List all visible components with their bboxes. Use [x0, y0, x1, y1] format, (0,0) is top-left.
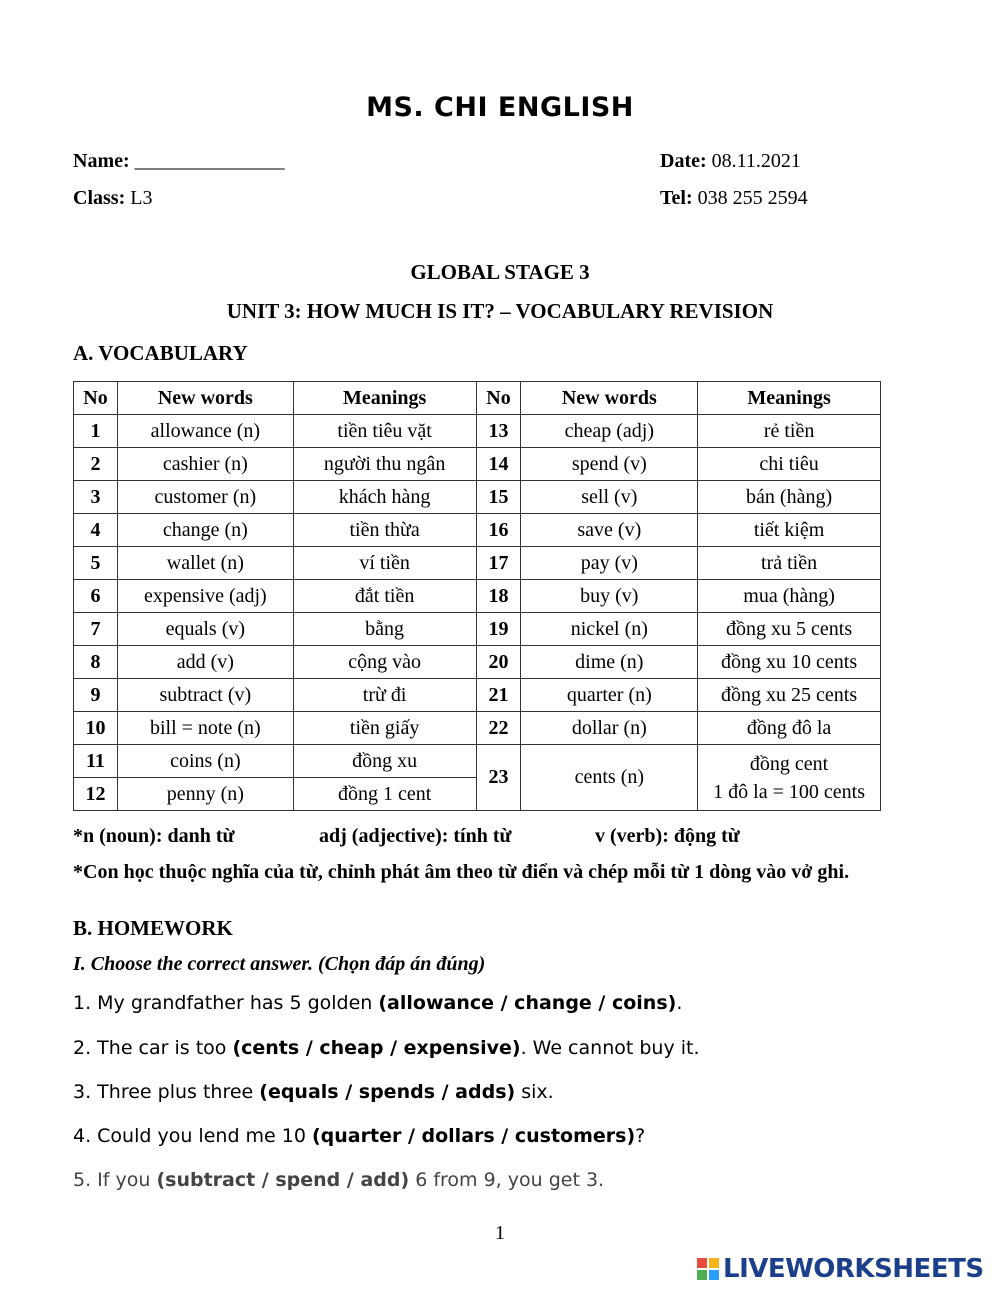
tel-value: 038 255 2594 [697, 187, 808, 209]
question-text: 1. My grandfather has 5 golden [73, 992, 379, 1014]
date-value: 08.11.2021 [711, 150, 801, 172]
question-text-end: . We cannot buy it. [520, 1037, 700, 1059]
header-new-words-2: New words [521, 382, 698, 415]
homework-instruction: I. Choose the correct answer. (Chọn đáp án đúng) [73, 953, 486, 975]
table-row [74, 745, 881, 778]
new-word: dollar (n) [521, 712, 698, 745]
unit-title: UNIT 3: HOW MUCH IS IT? – VOCABULARY REVISION [226, 299, 774, 323]
name-blank: _______________ [134, 150, 285, 172]
row-number: 6 [74, 580, 118, 613]
row-number: 2 [74, 448, 118, 481]
new-word: pay (v) [521, 547, 698, 580]
header-no-2: No [476, 382, 521, 415]
meaning [698, 745, 881, 811]
meaning: đồng 1 cent [293, 778, 476, 811]
new-word: cents (n) [521, 745, 698, 811]
new-word: coins (n) [117, 745, 293, 778]
new-word: spend (v) [521, 448, 698, 481]
new-word: cheap (adj) [521, 415, 698, 448]
question-text-end: six. [515, 1081, 554, 1103]
meaning: tiền thừa [293, 514, 476, 547]
new-word: expensive (adj) [117, 580, 293, 613]
question-text-end: 6 from 9, you get 3. [409, 1169, 605, 1191]
answer-options[interactable]: (equals / spends / adds) [259, 1081, 516, 1103]
header-meanings: Meanings [293, 382, 476, 415]
logo-square-icon [697, 1258, 707, 1268]
logo-square-icon [709, 1258, 719, 1268]
row-number: 9 [74, 679, 118, 712]
new-word: subtract (v) [117, 679, 293, 712]
meaning: đồng xu 25 cents [698, 679, 881, 712]
row-number: 15 [476, 481, 521, 514]
new-word: quarter (n) [521, 679, 698, 712]
new-word: wallet (n) [117, 547, 293, 580]
table-row [74, 415, 881, 448]
question-text-end: . [676, 992, 683, 1014]
table-row [74, 646, 881, 679]
liveworksheets-logo [697, 1254, 984, 1284]
meaning: tiết kiệm [698, 514, 881, 547]
section-b-heading: B. HOMEWORK [73, 916, 233, 940]
date-label: Date: [660, 150, 707, 172]
liveworksheets-wordmark: LIVEWORKSHEETS [723, 1254, 984, 1284]
class-value: L3 [130, 187, 153, 209]
vocabulary-table [73, 381, 881, 811]
name-label: Name: [73, 150, 130, 172]
meaning: tiền tiêu vặt [293, 415, 476, 448]
table-header-row [74, 382, 881, 415]
table-row [74, 613, 881, 646]
meaning: trả tiền [698, 547, 881, 580]
legend-verb: v (verb): động từ [595, 825, 740, 847]
section-a-heading: A. VOCABULARY [73, 341, 248, 365]
part-of-speech-legend [73, 825, 933, 849]
school-title: MS. CHI ENGLISH [366, 92, 634, 123]
row-number: 8 [74, 646, 118, 679]
meaning: chi tiêu [698, 448, 881, 481]
question-text: 2. The car is too [73, 1037, 233, 1059]
answer-options[interactable]: (cents / cheap / expensive) [232, 1037, 521, 1059]
question-text: 5. If you [73, 1169, 157, 1191]
row-number: 20 [476, 646, 521, 679]
meaning: rẻ tiền [698, 415, 881, 448]
meaning: ví tiền [293, 547, 476, 580]
meaning: trừ đi [293, 679, 476, 712]
row-number: 3 [74, 481, 118, 514]
new-word: customer (n) [117, 481, 293, 514]
row-number: 22 [476, 712, 521, 745]
answer-options[interactable]: (quarter / dollars / customers) [312, 1125, 636, 1147]
table-row [74, 547, 881, 580]
row-number: 7 [74, 613, 118, 646]
question-text: 4. Could you lend me 10 [73, 1125, 312, 1147]
question-1 [73, 992, 682, 1014]
row-number: 4 [74, 514, 118, 547]
meaning: đắt tiền [293, 580, 476, 613]
meaning: cộng vào [293, 646, 476, 679]
legend-noun: *n (noun): danh từ [73, 825, 235, 847]
question-3 [73, 1081, 554, 1103]
answer-options[interactable]: (allowance / change / coins) [378, 992, 677, 1014]
row-number: 23 [476, 745, 521, 811]
answer-options[interactable]: (subtract / spend / add) [156, 1169, 410, 1191]
row-number: 10 [74, 712, 118, 745]
row-number: 21 [476, 679, 521, 712]
new-word: equals (v) [117, 613, 293, 646]
new-word: add (v) [117, 646, 293, 679]
meaning: bằng [293, 613, 476, 646]
new-word: save (v) [521, 514, 698, 547]
table-row [74, 580, 881, 613]
header-new-words: New words [117, 382, 293, 415]
legend-adjective: adj (adjective): tính từ [319, 825, 512, 847]
new-word: sell (v) [521, 481, 698, 514]
class-line [73, 187, 152, 210]
meaning: người thu ngân [293, 448, 476, 481]
question-5 [73, 1169, 604, 1191]
new-word: buy (v) [521, 580, 698, 613]
date-line [660, 150, 801, 173]
table-row [74, 712, 881, 745]
meaning: khách hàng [293, 481, 476, 514]
page-number: 1 [495, 1222, 505, 1244]
row-number: 1 [74, 415, 118, 448]
row-number: 17 [476, 547, 521, 580]
table-row [74, 481, 881, 514]
new-word: cashier (n) [117, 448, 293, 481]
new-word: dime (n) [521, 646, 698, 679]
row-number: 16 [476, 514, 521, 547]
meaning: tiền giấy [293, 712, 476, 745]
row-number: 13 [476, 415, 521, 448]
logo-square-icon [697, 1270, 707, 1280]
question-2 [73, 1037, 700, 1059]
meaning-line: đồng cent [749, 752, 829, 775]
row-number: 5 [74, 547, 118, 580]
study-instruction: *Con học thuộc nghĩa của từ, chỉnh phát âm theo từ điển và chép mỗi từ 1 dòng vào vở ghi. [73, 861, 850, 883]
new-word: penny (n) [117, 778, 293, 811]
header-meanings-2: Meanings [698, 382, 881, 415]
row-number: 18 [476, 580, 521, 613]
question-text-end: ? [635, 1125, 646, 1147]
new-word: allowance (n) [117, 415, 293, 448]
class-label: Class: [73, 187, 126, 209]
row-number: 19 [476, 613, 521, 646]
new-word: bill = note (n) [117, 712, 293, 745]
meaning: đồng xu [293, 745, 476, 778]
meaning: đồng xu 5 cents [698, 613, 881, 646]
new-word: nickel (n) [521, 613, 698, 646]
row-number: 14 [476, 448, 521, 481]
meaning: đồng xu 10 cents [698, 646, 881, 679]
row-number: 12 [74, 778, 118, 811]
new-word: change (n) [117, 514, 293, 547]
question-4 [73, 1125, 645, 1147]
liveworksheets-mark-icon [697, 1258, 719, 1280]
tel-line [660, 187, 808, 210]
question-text: 3. Three plus three [73, 1081, 260, 1103]
meaning-line: 1 đô la = 100 cents [713, 780, 865, 803]
meaning: đồng đô la [698, 712, 881, 745]
table-row [74, 514, 881, 547]
tel-label: Tel: [660, 187, 693, 209]
stage-title: GLOBAL STAGE 3 [410, 260, 590, 284]
meaning: mua (hàng) [698, 580, 881, 613]
meaning: bán (hàng) [698, 481, 881, 514]
logo-square-icon [709, 1270, 719, 1280]
row-number: 11 [74, 745, 118, 778]
table-row [74, 448, 881, 481]
name-line [73, 150, 285, 173]
header-no: No [74, 382, 118, 415]
table-row [74, 679, 881, 712]
